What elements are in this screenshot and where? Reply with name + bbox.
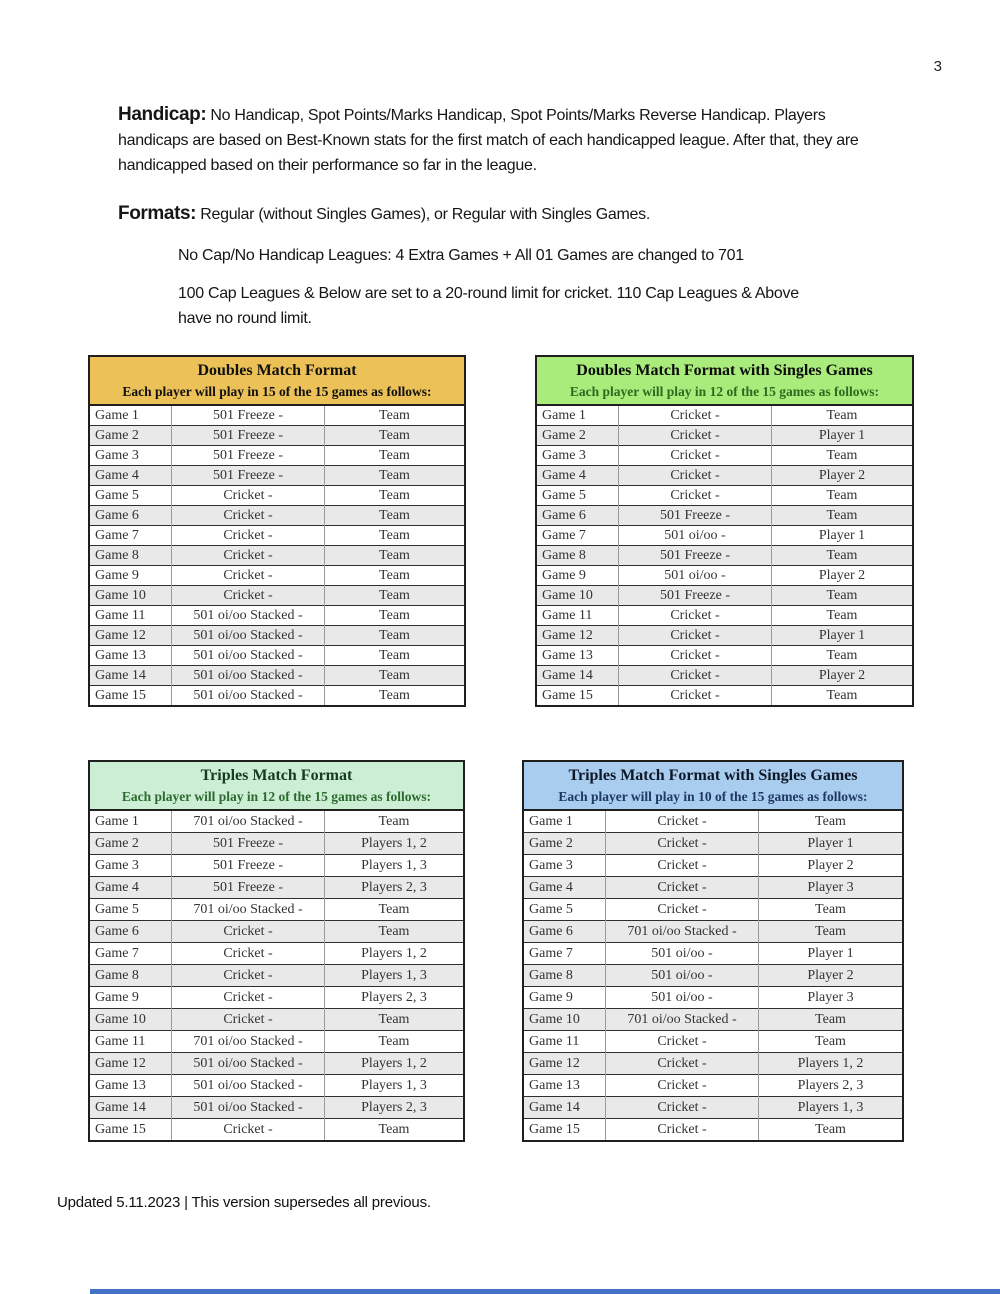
- table-row: [90, 686, 464, 706]
- format-cell: Cricket -: [606, 1097, 759, 1119]
- triples-singles-format-table: [522, 760, 904, 1142]
- table-row: [90, 877, 463, 899]
- table-row: [90, 506, 464, 526]
- format-cell: 501 Freeze -: [172, 855, 325, 877]
- player-cell: Player 1: [759, 943, 903, 965]
- player-cell: Team: [772, 646, 913, 666]
- format-cell: 501 Freeze -: [619, 546, 772, 566]
- player-cell: Player 2: [772, 566, 913, 586]
- format-cell: Cricket -: [619, 486, 772, 506]
- format-cell: Cricket -: [619, 466, 772, 486]
- player-cell: Team: [759, 1119, 903, 1141]
- game-cell: Game 1: [524, 811, 606, 833]
- format-cell: 501 oi/oo Stacked -: [172, 666, 325, 686]
- player-cell: Team: [325, 899, 464, 921]
- format-cell: Cricket -: [172, 506, 325, 526]
- formats-label: Formats:: [118, 203, 197, 224]
- format-cell: 501 oi/oo Stacked -: [172, 1097, 325, 1119]
- table-row: [90, 546, 464, 566]
- game-cell: Game 3: [90, 855, 172, 877]
- table-row: [524, 965, 902, 987]
- format-cell: Cricket -: [172, 943, 325, 965]
- game-cell: Game 13: [537, 646, 619, 666]
- format-cell: Cricket -: [619, 666, 772, 686]
- table-row: [537, 566, 912, 586]
- player-cell: Player 2: [759, 855, 903, 877]
- format-cell: Cricket -: [619, 646, 772, 666]
- game-cell: Game 6: [90, 506, 172, 526]
- game-cell: Game 15: [537, 686, 619, 706]
- format-cell: 701 oi/oo Stacked -: [172, 1031, 325, 1053]
- game-cell: Game 14: [524, 1097, 606, 1119]
- triples-match-format-table: [88, 760, 465, 1142]
- bottom-accent-bar: [90, 1289, 1000, 1294]
- player-cell: Team: [325, 1119, 464, 1141]
- table-row: [537, 626, 912, 646]
- game-cell: Game 4: [90, 877, 172, 899]
- game-cell: Game 7: [90, 526, 172, 546]
- format-cell: Cricket -: [172, 586, 325, 606]
- player-cell: Player 1: [759, 833, 903, 855]
- formats-paragraph: [118, 201, 890, 227]
- player-cell: Player 1: [772, 426, 913, 446]
- format-cell: Cricket -: [172, 1009, 325, 1031]
- table-row: [90, 466, 464, 486]
- player-cell: Team: [772, 486, 913, 506]
- table-row: [90, 1119, 463, 1141]
- game-cell: Game 3: [524, 855, 606, 877]
- table-title: Triples Match Format with Singles Games: [568, 767, 858, 784]
- table-row: [537, 586, 912, 606]
- table-row: [537, 526, 912, 546]
- game-cell: Game 6: [524, 921, 606, 943]
- format-cell: 501 oi/oo -: [606, 987, 759, 1009]
- format-cell: 501 Freeze -: [619, 506, 772, 526]
- game-cell: Game 5: [524, 899, 606, 921]
- table-row: [537, 606, 912, 626]
- game-cell: Game 13: [90, 646, 172, 666]
- player-cell: Team: [325, 606, 465, 626]
- doubles-match-format-table: [88, 355, 466, 707]
- game-cell: Game 8: [524, 965, 606, 987]
- player-cell: Players 2, 3: [325, 877, 464, 899]
- game-cell: Game 4: [537, 466, 619, 486]
- table-row: [90, 987, 463, 1009]
- format-cell: Cricket -: [606, 1119, 759, 1141]
- table-row: [537, 446, 912, 466]
- game-cell: Game 3: [537, 446, 619, 466]
- game-cell: Game 9: [524, 987, 606, 1009]
- player-cell: Team: [325, 466, 465, 486]
- table-row: [90, 626, 464, 646]
- format-cell: Cricket -: [172, 921, 325, 943]
- table-row: [524, 833, 902, 855]
- format-cell: Cricket -: [606, 833, 759, 855]
- game-cell: Game 5: [90, 486, 172, 506]
- table-row: [90, 855, 463, 877]
- player-cell: Team: [325, 506, 465, 526]
- table-header: [90, 357, 464, 406]
- game-cell: Game 11: [90, 1031, 172, 1053]
- format-cell: Cricket -: [172, 965, 325, 987]
- game-cell: Game 14: [537, 666, 619, 686]
- format-cell: 501 Freeze -: [172, 426, 325, 446]
- player-cell: Player 1: [772, 526, 913, 546]
- player-cell: Team: [325, 486, 465, 506]
- format-cell: 501 oi/oo Stacked -: [172, 606, 325, 626]
- game-cell: Game 10: [90, 1009, 172, 1031]
- game-cell: Game 1: [537, 406, 619, 426]
- game-cell: Game 2: [537, 426, 619, 446]
- game-cell: Game 12: [90, 1053, 172, 1075]
- game-cell: Game 10: [90, 586, 172, 606]
- player-cell: Team: [325, 566, 465, 586]
- table-row: [524, 1097, 902, 1119]
- handicap-label: Handicap:: [118, 104, 207, 125]
- table-row: [524, 1053, 902, 1075]
- format-cell: Cricket -: [619, 406, 772, 426]
- table-row: [90, 1009, 463, 1031]
- game-cell: Game 9: [90, 987, 172, 1009]
- table-row: [524, 1031, 902, 1053]
- table-row: [90, 1075, 463, 1097]
- player-cell: Team: [772, 586, 913, 606]
- table-row: [90, 566, 464, 586]
- player-cell: Player 2: [772, 666, 913, 686]
- game-cell: Game 9: [537, 566, 619, 586]
- player-cell: Team: [772, 506, 913, 526]
- player-cell: Team: [379, 408, 410, 423]
- doubles-singles-format-table: [535, 355, 914, 707]
- table-header: [524, 762, 902, 811]
- table-row: [524, 943, 902, 965]
- format-cell: 501 oi/oo Stacked -: [172, 626, 325, 646]
- format-cell: 701 oi/oo Stacked -: [172, 899, 325, 921]
- game-cell: Game 4: [90, 466, 172, 486]
- table-row: [524, 877, 902, 899]
- format-cell: 501 Freeze -: [172, 877, 325, 899]
- player-cell: Team: [772, 546, 913, 566]
- game-cell: Game 2: [90, 833, 172, 855]
- table-subtitle: Each player will play in 12 of the 15 games as follows:: [121, 789, 432, 804]
- table-row: [537, 426, 912, 446]
- table-title: Doubles Match Format: [197, 362, 357, 379]
- game-cell: Game 2: [90, 426, 172, 446]
- player-cell: Team: [325, 666, 465, 686]
- player-cell: Team: [772, 446, 913, 466]
- player-cell: Players 2, 3: [325, 1097, 464, 1119]
- game-cell: Game 9: [90, 566, 172, 586]
- game-cell: Game 10: [537, 586, 619, 606]
- game-cell: Game 1: [90, 811, 172, 833]
- format-cell: 501 Freeze -: [172, 406, 325, 426]
- table-row: [90, 526, 464, 546]
- player-cell: Players 1, 3: [759, 1097, 903, 1119]
- player-cell: Team: [759, 899, 903, 921]
- game-cell: Game 15: [524, 1119, 606, 1141]
- player-cell: Players 1, 3: [325, 855, 464, 877]
- format-cell: Cricket -: [619, 446, 772, 466]
- format-cell: 501 oi/oo Stacked -: [172, 1075, 325, 1097]
- table-header: [537, 357, 912, 406]
- game-cell: Game 12: [90, 626, 172, 646]
- table-row: [90, 646, 464, 666]
- format-cell: 501 Freeze -: [172, 446, 325, 466]
- table-row: [90, 586, 464, 606]
- game-cell: Game 8: [90, 965, 172, 987]
- player-cell: Team: [378, 814, 410, 829]
- player-cell: Team: [772, 606, 913, 626]
- format-cell: Cricket -: [172, 546, 325, 566]
- table-row: [90, 666, 464, 686]
- player-cell: Team: [772, 686, 913, 706]
- table-subtitle: Each player will play in 12 of the 15 games as follows:: [569, 384, 880, 399]
- format-cell: 501 oi/oo Stacked -: [172, 686, 325, 706]
- handicap-text: No Handicap, Spot Points/Marks Handicap, Spot Points/Marks Reverse Handicap. Players handicaps are based on Best-Known stats for the first match of each handicapped league. After that, they are handicapped based on their performance so far in the league.: [118, 107, 859, 174]
- table-row: [90, 426, 464, 446]
- format-cell: Cricket -: [606, 1075, 759, 1097]
- player-cell: Players 1, 2: [759, 1053, 903, 1075]
- format-cell: 701 oi/oo Stacked -: [606, 1009, 759, 1031]
- format-cell: Cricket -: [606, 811, 759, 833]
- table-subtitle: Each player will play in 10 of the 15 games as follows:: [558, 789, 868, 804]
- player-cell: Team: [815, 814, 846, 829]
- format-cell: 501 oi/oo -: [606, 943, 759, 965]
- game-cell: Game 2: [524, 833, 606, 855]
- table-row: [524, 899, 902, 921]
- format-cell: Cricket -: [619, 426, 772, 446]
- table-title: Doubles Match Format with Singles Games: [576, 362, 873, 379]
- table-row: [90, 811, 463, 833]
- player-cell: Team: [325, 1031, 464, 1053]
- game-cell: Game 13: [90, 1075, 172, 1097]
- game-cell: Game 12: [537, 626, 619, 646]
- table-row: [537, 406, 912, 426]
- player-cell: Team: [325, 626, 465, 646]
- player-cell: Players 2, 3: [759, 1075, 903, 1097]
- table-row: [537, 486, 912, 506]
- table-row: [537, 666, 912, 686]
- table-row: [90, 1097, 463, 1119]
- table-row: [90, 606, 464, 626]
- game-cell: Game 14: [90, 666, 172, 686]
- game-cell: Game 5: [90, 899, 172, 921]
- format-cell: Cricket -: [606, 855, 759, 877]
- player-cell: Team: [759, 1009, 903, 1031]
- note-cap-limit: 100 Cap Leagues & Below are set to a 20-round limit for cricket. 110 Cap Leagues & Above have no round limit.: [178, 285, 799, 327]
- format-cell: Cricket -: [619, 686, 772, 706]
- table-row: [90, 965, 463, 987]
- format-cell: Cricket -: [172, 526, 325, 546]
- table-row: [524, 921, 902, 943]
- player-cell: Player 3: [759, 987, 903, 1009]
- format-cell: Cricket -: [606, 899, 759, 921]
- table-row: [524, 1119, 902, 1141]
- format-cell: 701 oi/oo Stacked -: [606, 921, 759, 943]
- game-cell: Game 3: [90, 446, 172, 466]
- table-row: [537, 466, 912, 486]
- player-cell: Team: [325, 921, 464, 943]
- game-cell: Game 1: [90, 406, 172, 426]
- table-header: [90, 762, 463, 811]
- table-row: [524, 811, 902, 833]
- table-row: [90, 899, 463, 921]
- game-cell: Game 6: [537, 506, 619, 526]
- table-row: [90, 1031, 463, 1053]
- game-cell: Game 5: [537, 486, 619, 506]
- handicap-paragraph: [118, 102, 890, 178]
- format-cell: Cricket -: [619, 626, 772, 646]
- table-row: [90, 406, 464, 426]
- player-cell: Team: [325, 646, 465, 666]
- format-cell: 701 oi/oo Stacked -: [172, 811, 325, 833]
- player-cell: Team: [325, 446, 465, 466]
- game-cell: Game 15: [90, 1119, 172, 1141]
- player-cell: Player 1: [772, 626, 913, 646]
- format-cell: Cricket -: [172, 987, 325, 1009]
- player-cell: Players 1, 3: [325, 965, 464, 987]
- player-cell: Team: [759, 921, 903, 943]
- table-row: [524, 855, 902, 877]
- format-cell: Cricket -: [172, 486, 325, 506]
- game-cell: Game 14: [90, 1097, 172, 1119]
- player-cell: Players 2, 3: [325, 987, 464, 1009]
- table-row: [90, 446, 464, 466]
- player-cell: Team: [325, 1009, 464, 1031]
- table-row: [90, 943, 463, 965]
- format-cell: 501 oi/oo -: [606, 965, 759, 987]
- table-row: [90, 486, 464, 506]
- game-cell: Game 6: [90, 921, 172, 943]
- player-cell: Team: [325, 546, 465, 566]
- player-cell: Player 3: [759, 877, 903, 899]
- game-cell: Game 8: [90, 546, 172, 566]
- game-cell: Game 12: [524, 1053, 606, 1075]
- game-cell: Game 7: [90, 943, 172, 965]
- player-cell: Player 2: [759, 965, 903, 987]
- game-cell: Game 8: [537, 546, 619, 566]
- table-row: [90, 1053, 463, 1075]
- table-row: [537, 546, 912, 566]
- player-cell: Player 2: [772, 466, 913, 486]
- player-cell: Team: [325, 526, 465, 546]
- player-cell: Team: [325, 686, 465, 706]
- table-row: [90, 833, 463, 855]
- format-cell: 501 Freeze -: [172, 833, 325, 855]
- format-cell: Cricket -: [619, 606, 772, 626]
- player-cell: Team: [325, 426, 465, 446]
- player-cell: Team: [826, 408, 858, 423]
- game-cell: Game 11: [90, 606, 172, 626]
- format-cell: 501 Freeze -: [172, 466, 325, 486]
- game-cell: Game 7: [524, 943, 606, 965]
- format-cell: Cricket -: [606, 1031, 759, 1053]
- format-cell: Cricket -: [606, 1053, 759, 1075]
- format-cell: Cricket -: [172, 1119, 325, 1141]
- game-cell: Game 4: [524, 877, 606, 899]
- game-cell: Game 11: [537, 606, 619, 626]
- table-row: [524, 1009, 902, 1031]
- page-number: 3: [933, 58, 942, 75]
- game-cell: Game 15: [90, 686, 172, 706]
- table-row: [537, 686, 912, 706]
- game-cell: Game 11: [524, 1031, 606, 1053]
- format-cell: Cricket -: [172, 566, 325, 586]
- player-cell: Players 1, 2: [325, 833, 464, 855]
- game-cell: Game 10: [524, 1009, 606, 1031]
- player-cell: Players 1, 2: [325, 943, 464, 965]
- game-cell: Game 7: [537, 526, 619, 546]
- note-no-cap: No Cap/No Handicap Leagues: 4 Extra Games + All 01 Games are changed to 701: [178, 247, 744, 264]
- table-row: [524, 987, 902, 1009]
- formats-text: Regular (without Singles Games), or Regular with Singles Games.: [200, 206, 650, 223]
- format-cell: 501 oi/oo Stacked -: [172, 646, 325, 666]
- format-cell: 501 oi/oo -: [619, 566, 772, 586]
- table-row: [90, 921, 463, 943]
- format-cell: Cricket -: [606, 877, 759, 899]
- table-row: [524, 1075, 902, 1097]
- player-cell: Players 1, 2: [325, 1053, 464, 1075]
- table-title: Triples Match Format: [200, 767, 353, 784]
- player-cell: Team: [759, 1031, 903, 1053]
- format-cell: 501 oi/oo -: [619, 526, 772, 546]
- game-cell: Game 13: [524, 1075, 606, 1097]
- footer-text: Updated 5.11.2023 | This version supersedes all previous.: [57, 1194, 431, 1211]
- table-row: [537, 646, 912, 666]
- player-cell: Players 1, 3: [325, 1075, 464, 1097]
- format-cell: 501 oi/oo Stacked -: [172, 1053, 325, 1075]
- player-cell: Team: [325, 586, 465, 606]
- table-subtitle: Each player will play in 15 of the 15 games as follows:: [122, 384, 432, 399]
- format-cell: 501 Freeze -: [619, 586, 772, 606]
- table-row: [537, 506, 912, 526]
